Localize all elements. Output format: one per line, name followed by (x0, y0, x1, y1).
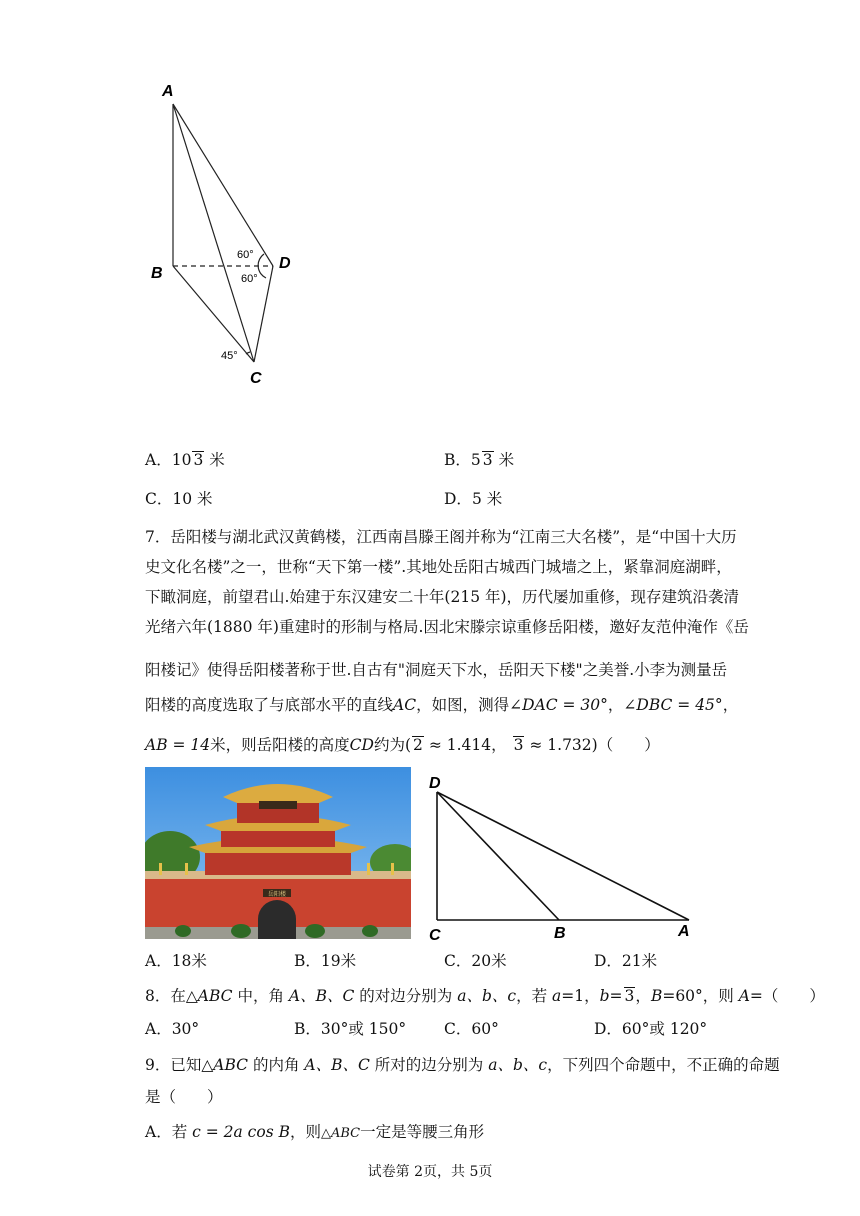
label-a: A (162, 83, 174, 100)
q9-stem-line-1: 9．已知△ABC 的内角 A、B、C 所对的边分别为 a、b、c，下列四个命题中，不正确的命题 (145, 1056, 780, 1074)
q6-option-c[interactable]: C．10 米 (145, 490, 213, 508)
q7-option-a[interactable]: A．18米 (145, 952, 207, 970)
label-d2: D (429, 775, 441, 792)
label-d: D (279, 255, 291, 272)
svg-text:岳阳楼: 岳阳楼 (267, 892, 287, 898)
q7-line-7: AB = 14米，则岳阳楼的高度CD约为( 2 ≈ 1.414， 3 ≈ 1.732)（ ） (145, 736, 660, 754)
q6-option-a[interactable]: A．10 3 米 (145, 451, 225, 469)
figure-2-triangle (425, 770, 705, 946)
q6-option-d[interactable]: D．5 米 (444, 490, 503, 508)
q8-stem: 8．在△ABC 中，角 A、B、C 的对边分别为 a、b、c，若 a=1，b= 3，B=60°，则 A=（ ） (145, 987, 825, 1005)
angle-60-top: 60° (237, 249, 254, 261)
q7-option-d[interactable]: D．21米 (594, 952, 658, 970)
q8-option-d[interactable]: D．60°或 120° (594, 1020, 708, 1038)
angle-60-bottom: 60° (241, 273, 258, 285)
q7-line-2: 史文化名楼”之一，世称“天下第一楼”.其地处岳阳古城西门城墙之上，紧靠洞庭湖畔， (145, 558, 732, 576)
q8-option-c[interactable]: C．60° (444, 1020, 499, 1038)
q7-option-c[interactable]: C．20米 (444, 952, 507, 970)
yueyang-tower-photo (145, 767, 411, 939)
q7-line-3: 下瞰洞庭，前望君山.始建于东汉建安二十年(215 年)，历代屡加重修，现存建筑沿袭清 (145, 588, 740, 606)
q7-option-b[interactable]: B．19米 (294, 952, 357, 970)
label-a2: A (678, 923, 690, 940)
side-db (437, 792, 559, 920)
label-c: C (250, 370, 262, 387)
label-c2: C (429, 927, 441, 944)
q9-stem-line-2: 是（ ） (145, 1088, 223, 1106)
q8-option-b[interactable]: B．30°或 150° (294, 1020, 407, 1038)
page-footer: 试卷第 2页，共 5页 (367, 1164, 493, 1180)
figure-1-diagram (140, 78, 310, 388)
q6-option-b[interactable]: B．5 3 米 (444, 451, 515, 469)
side-da (437, 792, 689, 920)
q9-option-a[interactable]: A．若 c = 2a cos B，则△ABC一定是等腰三角形 (145, 1123, 485, 1141)
q7-line-5: 阳楼记》使得岳阳楼著称于世.自古有"洞庭天下水，岳阳天下楼"之美誉.小李为测量岳 (145, 661, 728, 679)
edge-ad (173, 104, 273, 266)
label-b: B (151, 265, 163, 282)
q7-line-1: 7．岳阳楼与湖北武汉黄鹤楼，江西南昌滕王阁并称为“江南三大名楼”，是“中国十大历 (145, 528, 737, 546)
q7-line-4: 光绪六年(1880 年)重建时的形制与格局.因北宋滕宗谅重修岳阳楼，邀好友范仲淹作《岳 (145, 618, 749, 636)
label-b2: B (554, 925, 566, 942)
edge-ac (173, 104, 254, 362)
angle-45: 45° (221, 350, 238, 362)
q8-option-a[interactable]: A．30° (145, 1020, 200, 1038)
q7-line-6: 阳楼的高度选取了与底部水平的直线AC，如图，测得∠DAC = 30°，∠DBC = 45°， (145, 696, 739, 714)
